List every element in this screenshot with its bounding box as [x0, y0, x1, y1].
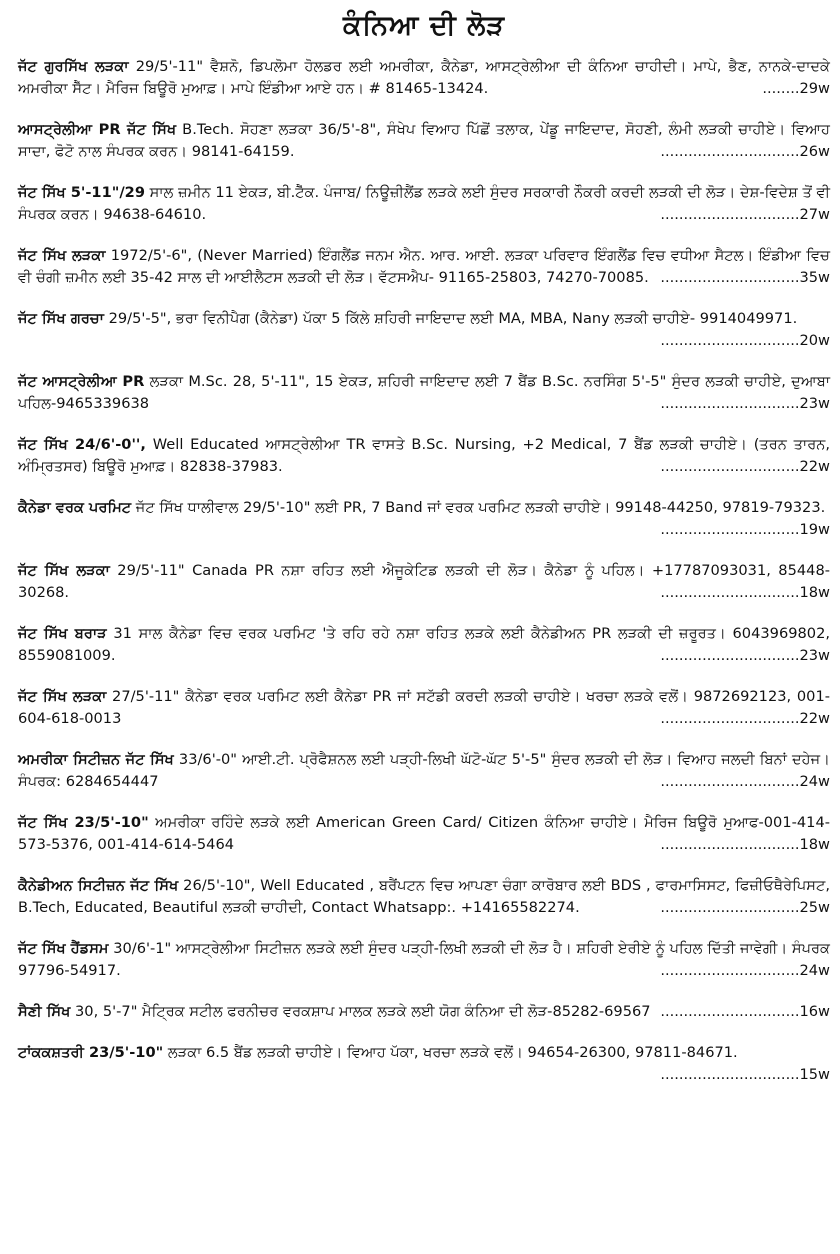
ad-entry [18, 434, 830, 478]
ad-heading: ਜੱਟ ਸਿੱਖ 5'-11"/29 [18, 184, 145, 201]
ad-entry [18, 56, 830, 100]
ad-reference-code: ..............................23w [660, 395, 830, 412]
ad-entry [18, 1042, 830, 1086]
ad-reference-code: ..............................20w [660, 332, 830, 349]
ad-body: ਲੜਕਾ 6.5 ਬੈਂਡ ਲੜਕੀ ਚਾਹੀਏ। ਵਿਆਹ ਪੱਕਾ, ਖਰਚਾ ਲੜਕੇ ਵਲੋਂ। 94654-26300, 97811-84671. [163, 1044, 738, 1061]
ad-reference-code: ..............................26w [660, 143, 830, 160]
ad-reference-code: ..............................24w [660, 773, 830, 790]
ad-reference-code: ........29w [762, 80, 830, 97]
ad-body: 26/5'-10", Well Educated , ਬਰੈਂਪਟਨ ਵਿਚ ਆਪਣਾ ਚੰਗਾ ਕਾਰੋਬਾਰ ਲਈ BDS , ਫਾਰਮਾਸਿਸਟ, ਫਿਜ਼ੀਓਥੈਰੇਪਿਸਟ, B.Tech, Educated, Beautiful ਲੜਕੀ ਚਾਹੀਦੀ, Contact Whatsapp:. +14165582274. [18, 877, 830, 916]
ad-entry [18, 938, 830, 982]
ad-heading: ਜੱਟ ਸਿੱਖ ਲੜਕਾ [18, 562, 110, 579]
ad-entry [18, 686, 830, 730]
ad-body: 1972/5'-6", (Never Married) ਇੰਗਲੈਂਡ ਜਨਮ ਐਨ. ਆਰ. ਆਈ. ਲੜਕਾ ਪਰਿਵਾਰ ਇੰਗਲੈਂਡ ਵਿਚ ਵਧੀਆ ਸੈਟਲ। ਇੰਡੀਆ ਵਿਚ ਵੀ ਚੰਗੀ ਜ਼ਮੀਨ ਲਈ 35-42 ਸਾਲ ਦੀ ਆਈਲੈਟਸ ਲੜਕੀ ਦੀ ਲੋੜ। ਵੱਟਸਐਪ- 91165-25803, 74270-70085. [18, 247, 830, 286]
ad-heading: ਜੱਟ ਸਿੱਖ 24/6'-0'', [18, 436, 146, 453]
ad-heading: ਜੱਟ ਸਿੱਖ ਗਰਚਾ [18, 310, 104, 327]
page-title: ਕੰਨਿਆ ਦੀ ਲੋੜ [342, 10, 506, 41]
ad-heading: ਅਮਰੀਕਾ ਸਿਟੀਜ਼ਨ ਜੱਟ ਸਿੱਖ [18, 751, 174, 768]
ad-heading: ਕੈਨੇਡੀਅਨ ਸਿਟੀਜ਼ਨ ਜੱਟ ਸਿੱਖ [18, 877, 179, 894]
ad-heading: ਟਾਂਕਕਸ਼ਤਰੀ 23/5'-10" [18, 1044, 164, 1061]
ad-body: 29/5'-5", ਭਰਾ ਵਿਨੀਪੈਗ (ਕੈਨੇਡਾ) ਪੱਕਾ 5 ਕਿੱਲੇ ਸ਼ਹਿਰੀ ਜਾਇਦਾਦ ਲਈ MA, MBA, Nany ਲੜਕੀ ਚਾਹੀਏ- 9914049971. [103, 310, 798, 327]
ad-entry [18, 371, 830, 415]
ad-body: 30/6'-1" ਆਸਟ੍ਰੇਲੀਆ ਸਿਟੀਜ਼ਨ ਲੜਕੇ ਲਈ ਸੁੰਦਰ ਪੜ੍ਹੀ-ਲਿਖੀ ਲੜਕੀ ਦੀ ਲੋੜ ਹੈ। ਸ਼ਹਿਰੀ ਏਰੀਏ ਨੂੰ ਪਹਿਲ ਦਿੱਤੀ ਜਾਵੇਗੀ। ਸੰਪਰਕ 97796-54917. [18, 940, 830, 979]
ad-body: 33/6'-0" ਆਈ.ਟੀ. ਪ੍ਰੋਫੈਸ਼ਨਲ ਲਈ ਪੜ੍ਹੀ-ਲਿਖੀ ਘੱਟੋ-ਘੱਟ 5'-5" ਸੁੰਦਰ ਲੜਕੀ ਦੀ ਲੋੜ। ਵਿਆਹ ਜਲਦੀ ਬਿਨਾਂ ਦਹੇਜ। ਸੰਪਰਕ: 6284654447 [18, 751, 830, 790]
ad-body: 27/5'-11" ਕੈਨੇਡਾ ਵਰਕ ਪਰਮਿਟ ਲਈ ਕੈਨੇਡਾ PR ਜਾਂ ਸਟੱਡੀ ਕਰਦੀ ਲੜਕੀ ਚਾਹੀਏ। ਖਰਚਾ ਲੜਕੇ ਵਲੋਂ। 9872692123, 001-604-618-0013 [18, 688, 830, 727]
ad-heading: ਸੈਣੀ ਸਿੱਖ [18, 1003, 71, 1020]
ad-body: 31 ਸਾਲ ਕੈਨੇਡਾ ਵਿਚ ਵਰਕ ਪਰਮਿਟ 'ਤੇ ਰਹਿ ਰਹੇ ਨਸ਼ਾ ਰਹਿਤ ਲੜਕੇ ਲਈ ਕੈਨੇਡੀਅਨ PR ਲੜਕੀ ਦੀ ਜ਼ਰੂਰਤ। 6043969802, 8559081009. [18, 625, 831, 664]
ad-heading: ਜੱਟ ਗੁਰਸਿੱਖ ਲੜਕਾ [18, 58, 129, 75]
ad-reference-code: ..............................25w [660, 899, 830, 916]
ad-body: 29/5'-11" ਵੈਸ਼ਨੋ, ਡਿਪਲੋਮਾ ਹੋਲਡਰ ਲਈ ਅਮਰੀਕਾ, ਕੈਨੇਡਾ, ਆਸਟ੍ਰੇਲੀਆ ਦੀ ਕੰਨਿਆ ਚਾਹੀਦੀ। ਮਾਪੇ, ਭੈਣ, ਨਾਨਕੇ-ਦਾਦਕੇ ਅਮਰੀਕਾ ਸੈੱਟ। ਮੈਰਿਜ ਬਿਊਰੋ ਮੁਆਫ਼। ਮਾਪੇ ਇੰਡੀਆ ਆਏ ਹਨ। # 81465-13424. [18, 58, 830, 97]
ad-reference-code: ..............................23w [660, 647, 830, 664]
ad-reference-code: ..............................22w [660, 710, 830, 727]
ad-body: Well Educated ਆਸਟ੍ਰੇਲੀਆ TR ਵਾਸਤੇ B.Sc. Nursing, +2 Medical, 7 ਬੈਂਡ ਲੜਕੀ ਚਾਹੀਏ। (ਤਰਨ ਤਾਰਨ, ਅੰਮ੍ਰਿਤਸਰ) ਬਿਊਰੋ ਮੁਆਫ਼। 82838-37983. [18, 436, 831, 475]
ad-entry [18, 875, 830, 919]
ad-body: ਲੜਕਾ M.Sc. 28, 5'-11", 15 ਏਕੜ, ਸ਼ਹਿਰੀ ਜਾਇਦਾਦ ਲਈ 7 ਬੈਂਡ B.Sc. ਨਰਸਿੰਗ 5'-5" ਸੁੰਦਰ ਲੜਕੀ ਚਾਹੀਏ, ਦੁਆਬਾ ਪਹਿਲ-9465339638 [18, 373, 830, 412]
ad-heading: ਜੱਟ ਸਿੱਖ ਹੈਂਡਸਮ [18, 940, 109, 957]
ad-heading: ਜੱਟ ਆਸਟ੍ਰੇਲੀਆ PR [18, 373, 145, 390]
ad-entry [18, 119, 830, 163]
ad-heading: ਕੈਨੇਡਾ ਵਰਕ ਪਰਮਿਟ [18, 499, 132, 516]
ad-body: ਜੱਟ ਸਿੱਖ ਧਾਲੀਵਾਲ 29/5'-10" ਲਈ PR, 7 Band ਜਾਂ ਵਰਕ ਪਰਮਿਟ ਲੜਕੀ ਚਾਹੀਏ। 99148-44250, 97819-79323. [131, 499, 826, 516]
ad-reference-code: ..............................27w [660, 206, 830, 223]
ad-reference-code: ..............................15w [660, 1066, 830, 1083]
ad-heading: ਆਸਟ੍ਰੇਲੀਆ PR ਜੱਟ ਸਿੱਖ [18, 121, 177, 138]
ad-reference-code: ..............................18w [660, 836, 830, 853]
ad-heading: ਜੱਟ ਸਿੱਖ ਲੜਕਾ [18, 688, 107, 705]
ad-heading: ਜੱਟ ਸਿੱਖ 23/5'-10" [18, 814, 149, 831]
ad-reference-code: ..............................16w [660, 1003, 830, 1020]
ad-reference-code: ..............................35w [660, 269, 830, 286]
ad-entry [18, 308, 830, 352]
ad-heading: ਜੱਟ ਸਿੱਖ ਲੜਕਾ [18, 247, 106, 264]
ad-entry [18, 497, 830, 541]
ad-body: B.Tech. ਸੋਹਣਾ ਲੜਕਾ 36/5'-8", ਸੰਖੇਪ ਵਿਆਹ ਪਿੱਛੋਂ ਤਲਾਕ, ਪੇਂਡੂ ਜਾਇਦਾਦ, ਸੋਹਣੀ, ਲੰਮੀ ਲੜਕੀ ਚਾਹੀਏ। ਵਿਆਹ ਸਾਦਾ, ਫੋਟੋ ਨਾਲ ਸੰਪਰਕ ਕਰਨ। 98141-64159. [18, 121, 830, 160]
ad-entry [18, 1001, 830, 1023]
ad-entry [18, 182, 830, 226]
ad-reference-code: ..............................22w [660, 458, 830, 475]
ad-entry [18, 560, 830, 604]
ad-body: ਸਾਲ ਜ਼ਮੀਨ 11 ਏਕੜ, ਬੀ.ਟੈੱਕ. ਪੰਜਾਬ/ ਨਿਊਜ਼ੀਲੈਂਡ ਲੜਕੇ ਲਈ ਸੁੰਦਰ ਸਰਕਾਰੀ ਨੌਕਰੀ ਕਰਦੀ ਲੜਕੀ ਦੀ ਲੋੜ। ਦੇਸ਼-ਵਿਦੇਸ਼ ਤੋਂ ਵੀ ਸੰਪਰਕ ਕਰਨ। 94638-64610. [18, 184, 830, 223]
ad-entry [18, 623, 830, 667]
ad-body: ਅਮਰੀਕਾ ਰਹਿੰਦੇ ਲੜਕੇ ਲਈ American Green Card/ Citizen ਕੰਨਿਆ ਚਾਹੀਏ। ਮੈਰਿਜ ਬਿਊਰੋ ਮੁਆਫ-001-414-573-5376, 001-414-614-5464 [18, 814, 830, 853]
ad-entry [18, 245, 830, 289]
ad-heading: ਜੱਟ ਸਿੱਖ ਬਰਾੜ [18, 625, 107, 642]
ad-body: 30, 5'-7" ਮੈਟ੍ਰਿਕ ਸਟੀਲ ਫਰਨੀਚਰ ਵਰਕਸ਼ਾਪ ਮਾਲਕ ਲੜਕੇ ਲਈ ਯੋਗ ਕੰਨਿਆ ਦੀ ਲੋੜ-85282-69567 [70, 1003, 651, 1020]
ad-reference-code: ..............................18w [660, 584, 830, 601]
ads-list [18, 56, 830, 1086]
ad-reference-code: ..............................24w [660, 962, 830, 979]
ad-entry [18, 812, 830, 856]
ad-reference-code: ..............................19w [660, 521, 830, 538]
ad-body: 29/5'-11" Canada PR ਨਸ਼ਾ ਰਹਿਤ ਲਈ ਐਜੂਕੇਟਿਡ ਲੜਕੀ ਦੀ ਲੋੜ। ਕੈਨੇਡਾ ਨੂੰ ਪਹਿਲ। +17787093031, 85448-30268. [18, 562, 830, 601]
ad-entry [18, 749, 830, 793]
